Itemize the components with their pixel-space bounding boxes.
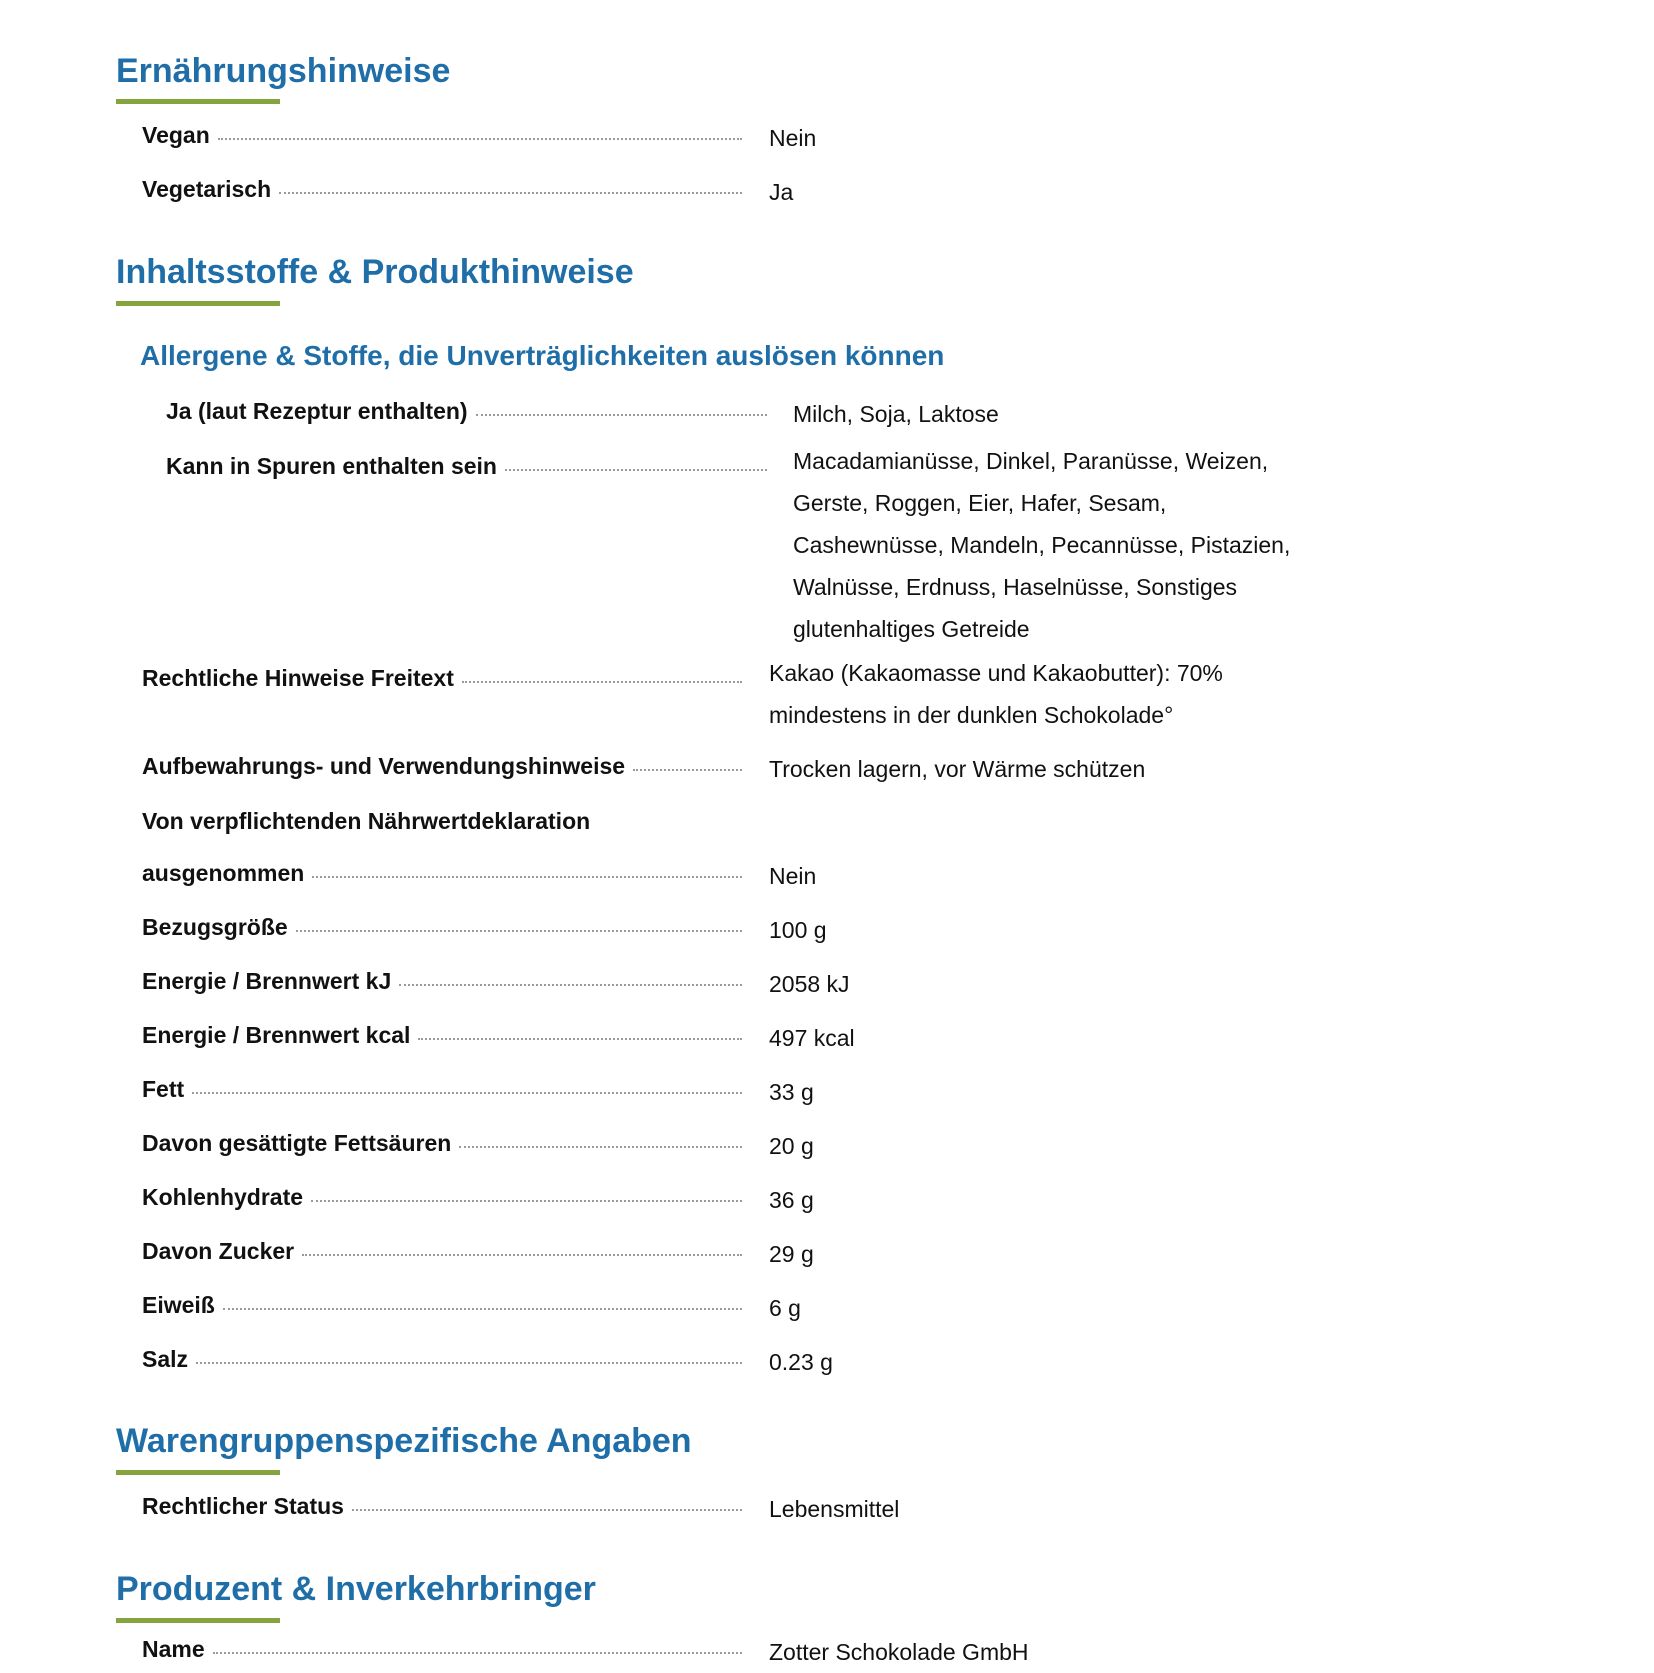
row-value-spuren-line: Walnüsse, Erdnuss, Haselnüsse, Sonstiges xyxy=(793,574,1238,600)
row-value-spuren-line: Gerste, Roggen, Eier, Hafer, Sesam, xyxy=(793,490,1167,516)
row-label-vegetarisch: Vegetarisch xyxy=(142,176,742,203)
leader-dots xyxy=(302,1254,742,1256)
row-label-aufbewahrung: Aufbewahrungs- und Verwendungshinweise xyxy=(142,753,742,780)
section-underline xyxy=(116,1470,280,1475)
leader-dots xyxy=(399,984,742,986)
row-value-zucker: 29 g xyxy=(769,1241,814,1267)
row-value-eiweiss: 6 g xyxy=(769,1295,801,1321)
row-value-aufbewahrung: Trocken lagern, vor Wärme schützen xyxy=(769,756,1146,782)
row-label-kohlenhydrate: Kohlenhydrate xyxy=(142,1184,742,1211)
leader-dots xyxy=(296,930,742,932)
row-label-salz: Salz xyxy=(142,1346,742,1373)
subsection-heading-allergene: Allergene & Stoffe, die Unverträglichkeiten auslösen können xyxy=(140,340,945,371)
row-value-enthalten: Milch, Soja, Laktose xyxy=(793,401,999,427)
section-heading-warengruppe: Warengruppenspezifische Angaben xyxy=(116,1422,692,1460)
row-value-rechtliche-line: mindestens in der dunklen Schokolade° xyxy=(769,702,1174,728)
row-label-energie-kj: Energie / Brennwert kJ xyxy=(142,968,742,995)
row-value-gesaettigte-fettsaeuren: 20 g xyxy=(769,1133,814,1159)
row-label-bezugsgroesse: Bezugsgröße xyxy=(142,914,742,941)
section-heading-inhalt: Inhaltsstoffe & Produkthinweise xyxy=(116,253,634,291)
leader-dots xyxy=(352,1509,742,1511)
row-label-eiweiss: Eiweiß xyxy=(142,1292,742,1319)
row-label-energie-kcal: Energie / Brennwert kcal xyxy=(142,1022,742,1049)
row-value-rechtlicher-status: Lebensmittel xyxy=(769,1496,900,1522)
section-underline xyxy=(116,1618,280,1623)
row-label-rechtlicher-status: Rechtlicher Status xyxy=(142,1493,742,1520)
leader-dots xyxy=(633,769,742,771)
leader-dots xyxy=(462,681,742,683)
section-underline xyxy=(116,301,280,306)
row-label-fett: Fett xyxy=(142,1076,742,1103)
row-label-zucker: Davon Zucker xyxy=(142,1238,742,1265)
row-label-name: Name xyxy=(142,1636,742,1663)
row-value-energie-kj: 2058 kJ xyxy=(769,971,850,997)
leader-dots xyxy=(459,1146,742,1148)
leader-dots xyxy=(312,876,742,878)
row-label-gesaettigte-fettsaeuren: Davon gesättigte Fettsäuren xyxy=(142,1130,742,1157)
row-value-spuren-line: glutenhaltiges Getreide xyxy=(793,616,1030,642)
row-value-rechtliche-line: Kakao (Kakaomasse und Kakaobutter): 70% xyxy=(769,660,1223,686)
row-value-name: Zotter Schokolade GmbH xyxy=(769,1639,1029,1665)
leader-dots xyxy=(476,414,767,416)
leader-dots xyxy=(196,1362,742,1364)
leader-dots xyxy=(192,1092,742,1094)
row-label-spuren: Kann in Spuren enthalten sein xyxy=(166,453,767,480)
row-value-spuren-line: Macadamianüsse, Dinkel, Paranüsse, Weizen, xyxy=(793,448,1269,474)
row-value-bezugsgroesse: 100 g xyxy=(769,917,827,943)
row-label-enthalten: Ja (laut Rezeptur enthalten) xyxy=(166,398,767,425)
leader-dots xyxy=(418,1038,742,1040)
row-value-ausgenommen: Nein xyxy=(769,863,817,889)
row-value-salz: 0.23 g xyxy=(769,1349,833,1375)
leader-dots xyxy=(223,1308,742,1310)
row-value-energie-kcal: 497 kcal xyxy=(769,1025,855,1051)
row-label-vegan: Vegan xyxy=(142,122,742,149)
row-label-ausgenommen: ausgenommen xyxy=(142,860,742,887)
leader-dots xyxy=(505,469,767,471)
section-heading-ernaehrung: Ernährungshinweise xyxy=(116,52,451,90)
leader-dots xyxy=(311,1200,742,1202)
leader-dots xyxy=(218,138,742,140)
section-heading-produzent: Produzent & Inverkehrbringer xyxy=(116,1570,596,1608)
row-value-spuren-line: Cashewnüsse, Mandeln, Pecannüsse, Pistazien, xyxy=(793,532,1291,558)
row-label-rechtliche-hinweise: Rechtliche Hinweise Freitext xyxy=(142,665,742,692)
row-value-kohlenhydrate: 36 g xyxy=(769,1187,814,1213)
leader-dots xyxy=(279,192,742,194)
section-underline xyxy=(116,99,280,104)
row-value-vegetarisch: Ja xyxy=(769,179,794,205)
row-label-ausgenommen-line1: Von verpflichtenden Nährwertdeklaration xyxy=(142,808,591,834)
row-value-vegan: Nein xyxy=(769,125,817,151)
row-value-fett: 33 g xyxy=(769,1079,814,1105)
